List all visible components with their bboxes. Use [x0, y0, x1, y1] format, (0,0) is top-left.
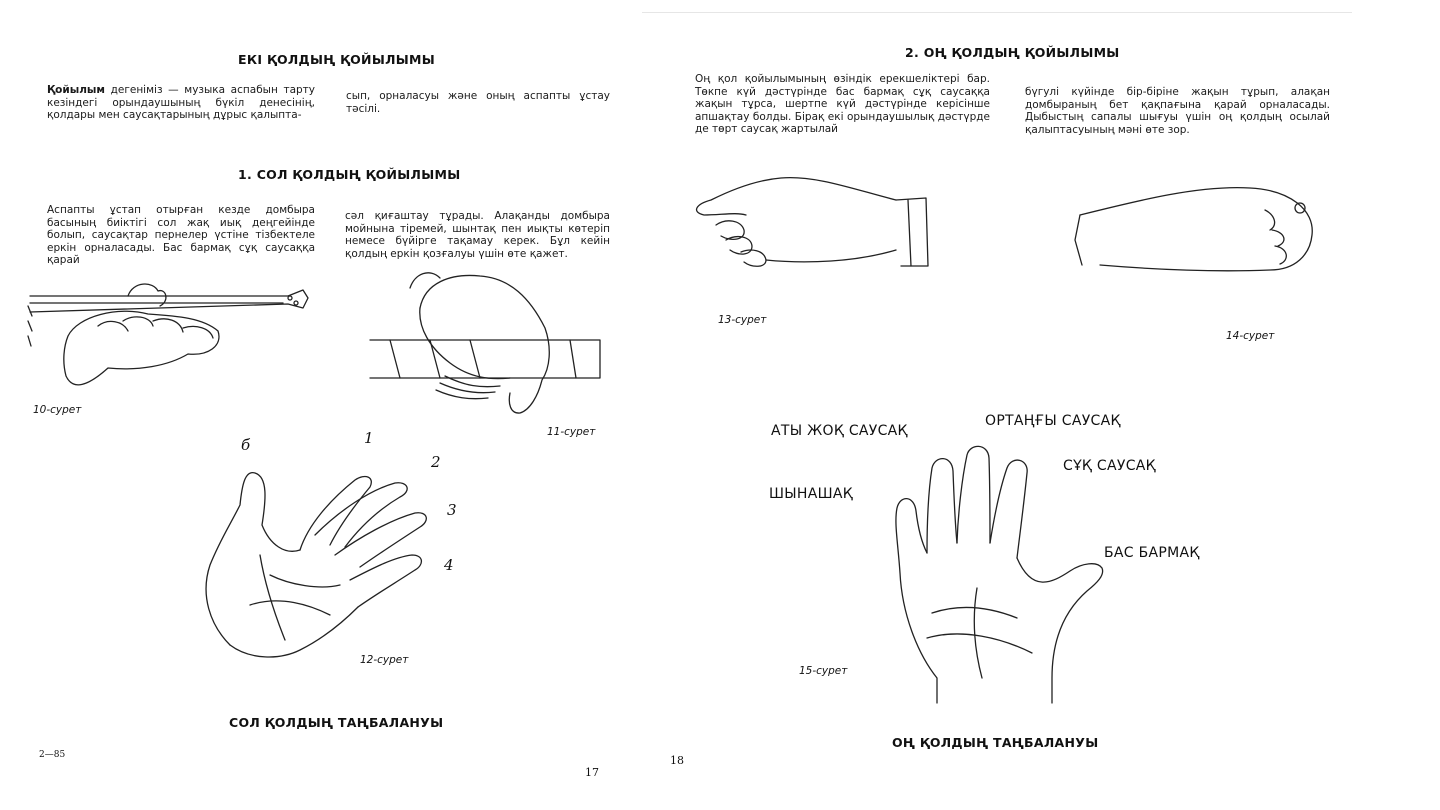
section1-column-1: Аспапты ұстап отырған кезде домбыра басының биіктігі сол жақ иық деңгейінде болып, саусақтар пернелер үстіне тізбектеле еркін орналасады. Бас бармақ сұқ саусаққа қарай: [47, 204, 315, 266]
finger-name-pinky: ШЫНАШАҚ: [769, 486, 854, 502]
page-number-18: 18: [670, 754, 684, 767]
signature-mark: 2—85: [39, 750, 66, 760]
intro-column-1: [47, 84, 315, 122]
section2-title: 2. ОҢ ҚОЛДЫҢ ҚОЙЫЛЫМЫ: [905, 45, 1120, 60]
figure-12-caption: 12-сурет: [360, 654, 409, 666]
finger-label-2: 2: [431, 453, 441, 471]
page-number-17: 17: [585, 766, 599, 779]
figure-11-caption: 11-сурет: [547, 426, 596, 438]
right-bottom-caption: ОҢ ҚОЛДЫҢ ТАҢБАЛАНУЫ: [892, 735, 1099, 750]
section2-column-2: бүгулі күйінде бір-біріне жақын тұрып, алақан домбыраның бет қақпағына қарай орналасады. Дыбыстың сапалы шығуы үшін оң қолдың осылай қалыптасуының мәні өте зор.: [1025, 86, 1330, 136]
intro-term: Қойылым: [47, 84, 105, 96]
finger-name-index: СҰҚ САУСАҚ: [1063, 458, 1156, 474]
intro-column-2: сып, орналасуы және оның аспапты ұстау тәсілі.: [346, 90, 610, 115]
section1-title: 1. СОЛ ҚОЛДЫҢ ҚОЙЫЛЫМЫ: [238, 167, 461, 182]
figure-10-hand-on-neck: [28, 276, 313, 396]
figure-13-right-hand-side: [686, 170, 941, 270]
intro-text-1: дегеніміз — музыка аспабын тарту кезіндегі орындаушының бүкіл денесінің, қолдары мен саусақтарының дұрыс қалыпта-: [47, 84, 315, 121]
figure-14-caption: 14-сурет: [1226, 330, 1275, 342]
finger-name-ring: АТЫ ЖОҚ САУСАҚ: [771, 423, 908, 439]
finger-name-thumb: БАС БАРМАҚ: [1104, 545, 1200, 561]
section2-column-1: Оң қол қойылымының өзіндік ерекшеліктері бар. Төкпе күй дәстүрінде бас бармақ сұқ саусаққа жақын тұрса, шертпе күй дәстүрінде керісінше апшақтау болды. Бірақ екі орындаушылық дәстүрде де төрт саусақ жартылай: [695, 73, 990, 135]
section1-column-2: сәл қиғаштау тұрады. Алақанды домбыра мойнына тіремей, шынтақ пен иықты көтеріп немесе бүйірге тақамау керек. Бұл кейін қолдың еркін қозғалуы үшін өте қажет.: [345, 210, 610, 260]
main-title: ЕКІ ҚОЛДЫҢ ҚОЙЫЛЫМЫ: [238, 52, 435, 67]
figure-12-left-palm: [190, 455, 430, 670]
finger-label-4: 4: [444, 556, 454, 574]
figure-15-right-palm: [892, 443, 1107, 705]
finger-label-1: 1: [364, 429, 374, 447]
finger-label-3: 3: [447, 501, 457, 519]
figure-15-caption: 15-сурет: [799, 665, 848, 677]
figure-11-hand-top-view: [370, 268, 605, 418]
finger-label-b: б: [241, 436, 251, 454]
figure-10-caption: 10-сурет: [33, 404, 82, 416]
figure-13-caption: 13-сурет: [718, 314, 767, 326]
figure-14-right-hand-fist: [1060, 180, 1320, 280]
left-bottom-caption: СОЛ ҚОЛДЫҢ ТАҢБАЛАНУЫ: [229, 715, 444, 730]
scan-edge-line: [642, 12, 1352, 13]
finger-name-middle: ОРТАҢҒЫ САУСАҚ: [985, 413, 1121, 429]
